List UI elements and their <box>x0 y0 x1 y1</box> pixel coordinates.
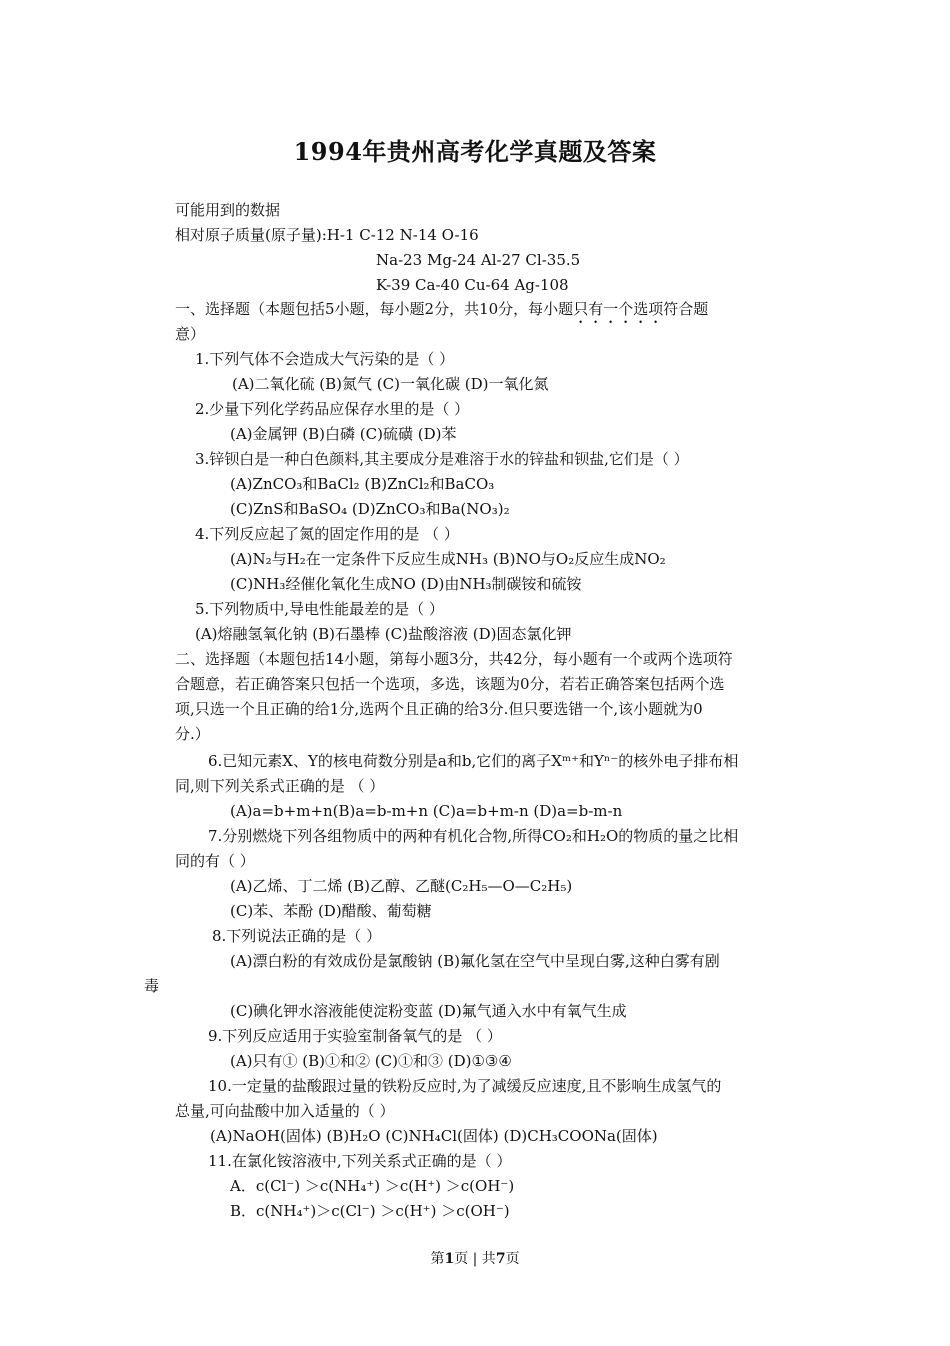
footer-total-pages: 7 <box>495 1251 506 1267</box>
section1-emphasis: 只有一个选项 <box>573 300 664 318</box>
q5-stem: 5.下列物质中,导电性能最差的是（ ） <box>195 600 444 618</box>
q5-options: (A)熔融氢氧化钠 (B)石墨棒 (C)盐酸溶液 (D)固态氯化钾 <box>195 625 572 643</box>
q10-stem-1: 10.一定量的盐酸跟过量的铁粉反应时,为了减缓反应速度,且不影响生成氢气的 <box>208 1077 722 1095</box>
q7-options-2: (C)苯、苯酚 (D)醋酸、葡萄糖 <box>230 902 432 920</box>
atomic-mass-line-2: Na-23 Mg-24 Al-27 Cl-35.5 <box>376 251 581 269</box>
section1-header <box>175 299 708 327</box>
q10-stem-2: 总量,可向盐酸中加入适量的（ ） <box>175 1102 395 1120</box>
q3-stem: 3.锌钡白是一种白色颜料,其主要成分是难溶于水的锌盐和钡盐,它们是（ ） <box>195 450 689 468</box>
page-footer <box>0 1248 950 1268</box>
footer-page-number: 1 <box>444 1251 455 1267</box>
q3-options-1: (A)ZnCO₃和BaCl₂ (B)ZnCl₂和BaCO₃ <box>230 475 495 493</box>
atomic-mass-line-3: K-39 Ca-40 Cu-64 Ag-108 <box>376 276 569 294</box>
q11-option-b: B．c(NH₄⁺)＞c(Cl⁻) ＞c(H⁺) ＞c(OH⁻) <box>230 1202 510 1220</box>
q11-option-a: A．c(Cl⁻) ＞c(NH₄⁺) ＞c(H⁺) ＞c(OH⁻) <box>230 1177 515 1195</box>
footer-suffix: 页 <box>505 1251 520 1267</box>
q4-stem: 4.下列反应起了氮的固定作用的是 （ ） <box>195 525 459 543</box>
q4-options-2: (C)NH₃经催化氧化生成NO (D)由NH₃制碳铵和硫铵 <box>230 575 582 593</box>
section1-header-part-a: 一、选择题（本题包括5小题，每小题2分，共10分，每小题 <box>175 300 574 318</box>
q2-stem: 2.少量下列化学药品应保存水里的是（ ） <box>195 400 470 418</box>
q8-stem: 8.下列说法正确的是（ ） <box>212 927 382 945</box>
q4-options-1: (A)N₂与H₂在一定条件下反应生成NH₃ (B)NO与O₂反应生成NO₂ <box>230 550 666 568</box>
section1-header-end: 意） <box>175 325 206 343</box>
q2-options: (A)金属钾 (B)白磷 (C)硫磺 (D)苯 <box>230 425 457 443</box>
q10-options: (A)NaOH(固体) (B)H₂O (C)NH₄Cl(固体) (D)CH₃COONa(固体) <box>210 1127 658 1145</box>
section2-header-1: 二、选择题（本题包括14小题，第每小题3分，共42分，每小题有一个或两个选项符 <box>175 650 733 668</box>
q9-stem: 9.下列反应适用于实验室制备氧气的是 （ ） <box>208 1027 502 1045</box>
q8-options-1: (A)漂白粉的有效成份是氯酸钠 (B)氟化氢在空气中呈现白雾,这种白雾有剧 <box>230 952 720 970</box>
q1-stem: 1.下列气体不会造成大气污染的是（ ） <box>195 350 455 368</box>
section1-header-part-b: 符合题 <box>663 300 709 318</box>
q6-stem-2: 同,则下列关系式正确的是 （ ） <box>175 777 385 795</box>
atomic-mass-line-1: 相对原子质量(原子量):H-1 C-12 N-14 O-16 <box>175 226 479 244</box>
section2-header-3: 项,只选一个且正确的给1分,选两个且正确的给3分.但只要选错一个,该小题就为0 <box>175 700 703 718</box>
section2-header-4: 分.） <box>175 725 210 743</box>
document-title: 1994年贵州高考化学真题及答案 <box>293 137 657 166</box>
q6-stem-1: 6.已知元素X、Y的核电荷数分别是a和b,它们的离子Xᵐ⁺和Yⁿ⁻的核外电子排布相 <box>208 752 739 770</box>
q8-options-1-wrap: 毒 <box>144 977 160 995</box>
q3-options-2: (C)ZnS和BaSO₄ (D)ZnCO₃和Ba(NO₃)₂ <box>230 500 510 518</box>
q8-options-2: (C)碘化钾水溶液能使淀粉变蓝 (D)氟气通入水中有氧气生成 <box>230 1002 627 1020</box>
q7-stem-2: 同的有（ ） <box>175 852 255 870</box>
q1-options: (A)二氧化硫 (B)氮气 (C)一氧化碳 (D)一氧化氮 <box>232 375 549 393</box>
q7-stem-1: 7.分别燃烧下列各组物质中的两种有机化合物,所得CO₂和H₂O的物质的量之比相 <box>208 827 739 845</box>
q7-options-1: (A)乙烯、丁二烯 (B)乙醇、乙醚(C₂H₅—O—C₂H₅) <box>230 877 573 895</box>
q6-options: (A)a=b+m+n(B)a=b-m+n (C)a=b+m-n (D)a=b-m-n <box>230 802 623 820</box>
data-heading: 可能用到的数据 <box>175 201 281 219</box>
q9-options: (A)只有① (B)①和② (C)①和③ (D)①③④ <box>230 1052 512 1070</box>
q11-stem: 11.在氯化铵溶液中,下列关系式正确的是（ ） <box>208 1152 512 1170</box>
footer-prefix: 第 <box>430 1251 445 1267</box>
section2-header-2: 合题意，若正确答案只包括一个选项，多选，该题为0分，若若正确答案包括两个选 <box>175 675 725 693</box>
footer-mid: 页 | 共 <box>454 1251 496 1267</box>
